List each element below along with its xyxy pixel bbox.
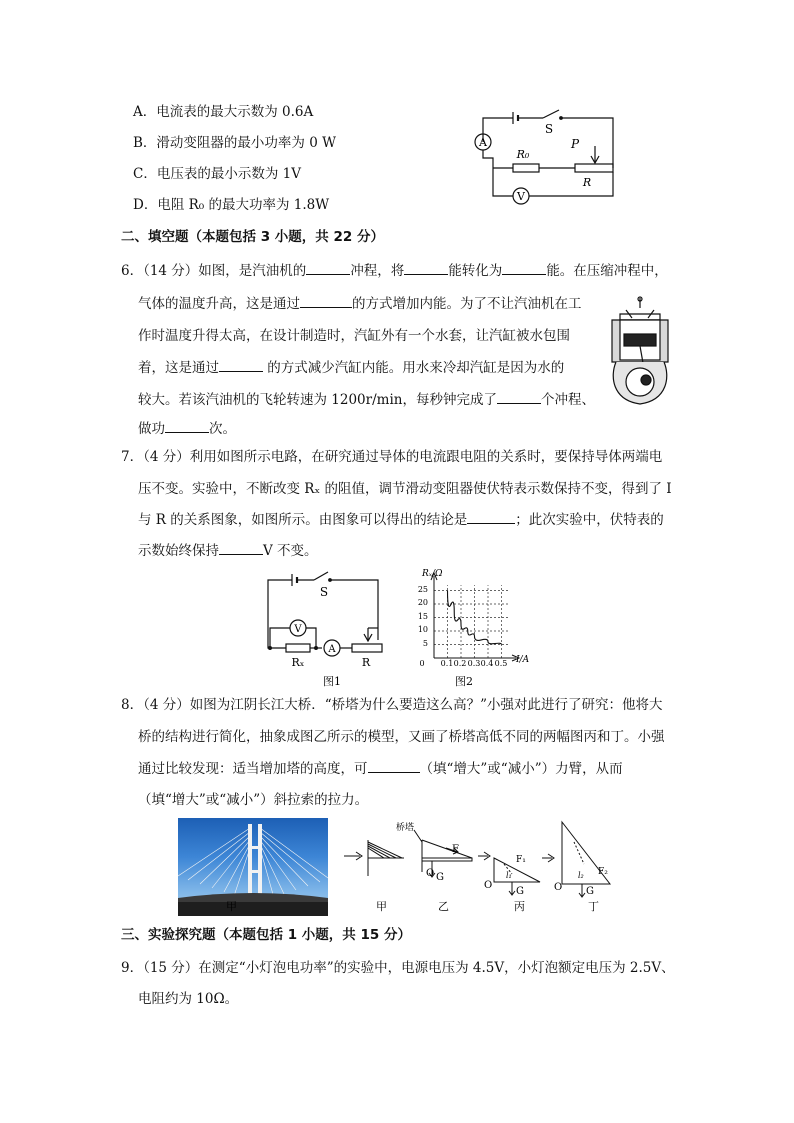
fig2-xtick-0.1: 0.1 xyxy=(440,659,454,668)
ding-pivot-o: O xyxy=(554,882,563,893)
fig1-r-label: R xyxy=(361,656,371,669)
option-d: D．电阻 R₀ 的最大功率为 1.8W xyxy=(133,197,330,213)
circuit-diagram-q5 xyxy=(465,100,625,210)
fig2-xtick-0.3: 0.3 xyxy=(467,659,481,668)
q7-line-2: 压不变。实验中，不断改变 Rₓ 的阻值，调节滑动变阻器使伏特表示数保持不变，得到了 I xyxy=(138,481,672,497)
ding-arm-l2: l₂ xyxy=(578,871,584,880)
fig2-caption: 图2 xyxy=(455,675,473,688)
fig2-ytick-25: 25 xyxy=(417,585,428,594)
fig2-xlabel: I/A xyxy=(516,655,530,665)
bing-arm-l1: l₁ xyxy=(506,871,512,880)
bing-weight-g: G xyxy=(516,886,524,897)
caption-bing: 丙 xyxy=(514,900,525,913)
voltmeter-label: V xyxy=(517,190,525,203)
section-3-title: 三、实验探究题（本题包括 1 小题，共 15 分） xyxy=(121,927,411,943)
q6-line-2: 气体的温度升高，这是通过 的方式增加内能。为了不让汽油机在工 xyxy=(138,293,582,314)
ding-force-f2: F₂ xyxy=(598,867,608,877)
ammeter-label: A xyxy=(479,136,487,149)
slider-p-label: P xyxy=(570,137,580,151)
q8-line-1: 8．（4 分）如图为江阴长江大桥．“桥塔为什么要造这么高？”小强对此进行了研究：他将大 xyxy=(121,697,663,713)
q7-line-3: 与 R 的关系图象，如图所示。由图象可以得出的结论是 ；此次实验中，伏特表的 xyxy=(138,509,664,530)
caption-ding: 丁 xyxy=(588,900,599,913)
fig2-ylabel: Rₓ/Ω xyxy=(422,569,443,579)
ding-weight-g: G xyxy=(586,886,594,897)
q6-line-4: 着，这是通过 的方式减少汽缸内能。用水来冷却汽缸是因为水的 xyxy=(138,357,564,378)
fig2-ytick-10: 10 xyxy=(417,625,428,634)
caption-jia: 甲 xyxy=(226,900,237,913)
q9-line-2: 电阻约为 10Ω。 xyxy=(138,991,239,1007)
fig1-switch-label: S xyxy=(319,585,329,599)
q6-line-6: 做功 次。 xyxy=(138,418,236,439)
bridge-model-figures xyxy=(226,818,614,918)
q6-line-3: 作时温度升得太高，在设计制造时，汽缸外有一个水套，让汽缸被水包围 xyxy=(138,328,570,344)
q8-line-3: 通过比较发现：适当增加塔的高度，可 （填“增大”或“减小”）力臂，从而 xyxy=(138,758,623,779)
option-c: C．电压表的最小示数为 1V xyxy=(133,166,301,182)
bridge-photo xyxy=(178,818,328,916)
option-b: B．滑动变阻器的最小功率为 0 W xyxy=(133,135,336,151)
fig2-xtick-0.5: 0.5 xyxy=(494,659,508,668)
caption-yi: 乙 xyxy=(438,900,449,913)
figure-2-graph xyxy=(404,568,534,690)
q9-line-1: 9．（15 分）在测定“小灯泡电功率”的实验中，电源电压为 4.5V，小灯泡额定电压为 2.5V、 xyxy=(121,960,675,976)
yi-pivot-o: O xyxy=(426,868,435,879)
fig2-xtick-0.2: 0.2 xyxy=(453,659,467,668)
fig1-voltmeter-label: V xyxy=(294,624,302,635)
fig1-caption: 图1 xyxy=(323,675,341,688)
fig1-ammeter-label: A xyxy=(328,644,336,655)
q7-line-4: 示数始终保持 V 不变。 xyxy=(138,540,318,561)
bing-force-f1: F₁ xyxy=(516,855,526,865)
q8-line-2: 桥的结构进行简化，抽象成图乙所示的模型，又画了桥塔高低不同的两幅图丙和丁。小强 xyxy=(138,729,665,745)
q7-line-1: 7．（4 分）利用如图所示电路，在研究通过导体的电流跟电阻的关系时，要保持导体两端电 xyxy=(121,449,663,465)
fig2-ytick-5: 5 xyxy=(422,639,428,648)
fig1-rx-label: Rₓ xyxy=(291,656,305,669)
q6-line-1: 6．（14 分）如图，是汽油机的 冲程，将 能转化为 能。在压缩冲程中， xyxy=(121,260,668,281)
section-2-title: 二、填空题（本题包括 3 小题，共 22 分） xyxy=(121,229,384,245)
switch-label: S xyxy=(544,122,554,136)
fig2-xtick-0: 0 xyxy=(419,659,425,668)
q6-line-5: 较大。若该汽油机的飞轮转速为 1200r/min，每秒钟完成了 个冲程、 xyxy=(138,389,595,410)
yi-weight-g: G xyxy=(436,872,444,883)
fig2-ytick-20: 20 xyxy=(417,598,428,607)
figure-1-circuit xyxy=(262,568,387,690)
tower-label: 桥塔 xyxy=(396,823,415,833)
caption-jia-2: 甲 xyxy=(376,900,387,913)
r0-label: R₀ xyxy=(516,148,530,161)
bing-pivot-o: O xyxy=(484,880,493,891)
option-a: A．电流表的最大示数为 0.6A xyxy=(133,104,314,120)
rheostat-label: R xyxy=(582,176,592,189)
engine-cylinder-illustration xyxy=(606,296,674,408)
fig2-ytick-15: 15 xyxy=(417,612,428,621)
yi-force-f: F xyxy=(452,844,459,855)
fig2-xtick-0.4: 0.4 xyxy=(480,659,494,668)
q8-line-4: （填“增大”或“减小”）斜拉索的拉力。 xyxy=(138,792,369,808)
